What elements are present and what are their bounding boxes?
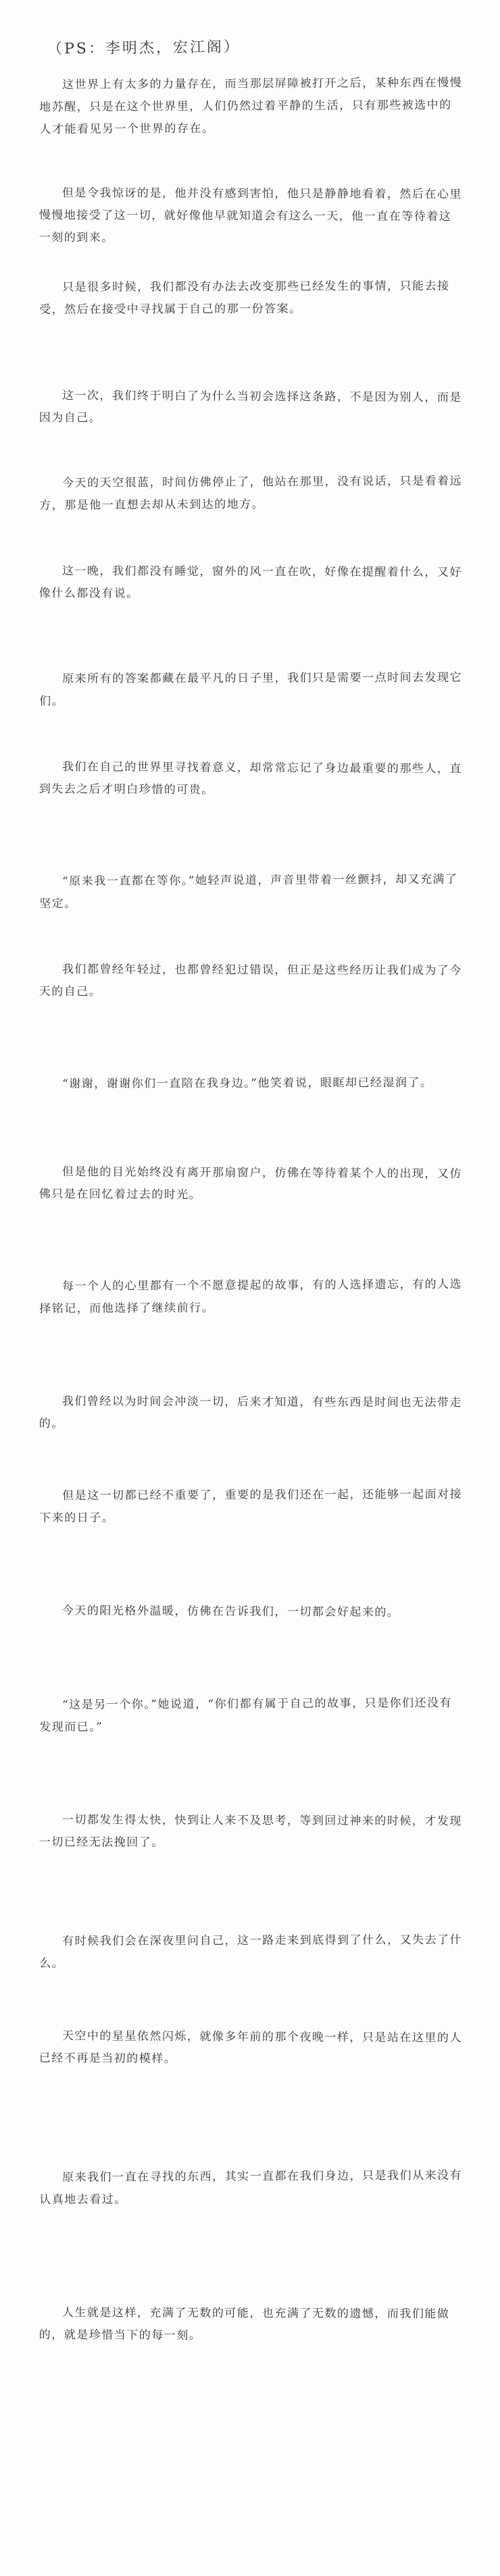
paragraph: 每一个人的心里都有一个不愿意提起的故事，有的人选择遗忘，有的人选择铭记，而他选择了继续前行。 (39, 1277, 463, 1316)
paragraph: 但是这一切都已经不重要了，重要的是我们还在一起，还能够一起面对接下来的日子。 (39, 1487, 463, 1525)
paragraph: “谢谢，谢谢你们一直陪在我身边。”他笑着说，眼眶却已经湿润了。 (62, 1075, 433, 1091)
paragraph: 一切都发生得太快，快到让人来不及思考，等到回过神来的时候，才发现一切已经无法挽回了。 (39, 1813, 462, 1850)
paragraph: 但是他的目光始终没有离开那扇窗户，仿佛在等待着某个人的出现，又仿佛只是在回忆着过去的时光。 (39, 1165, 462, 1202)
document-header: （PS：李明杰，宏江阁） (47, 38, 241, 58)
paragraph: 有时候我们会在深夜里问自己，这一路走来到底得到了什么，又失去了什么。 (39, 1933, 463, 1970)
paragraph: 这一晚，我们都没有睡觉，窗外的风一直在吹，好像在提醒着什么，又好像什么都没有说。 (39, 564, 462, 601)
paragraph: 这世界上有太多的力量存在，而当那层屏障被打开之后，某种东西在慢慢地苏醒，只是在这个世界里，人们仍然过着平静的生活，只有那些被选中的人才能看见另一个世界的存在。 (39, 76, 463, 136)
paragraph: 这一次，我们终于明白了为什么当初会选择这条路，不是因为别人，而是因为自己。 (39, 389, 462, 425)
paragraph: 人生就是这样，充满了无数的可能，也充满了无数的遗憾，而我们能做的，就是珍惜当下的每一刻。 (39, 2306, 450, 2342)
paragraph: 原来所有的答案都藏在最平凡的日子里，我们只是需要一点时间去发现它们。 (39, 670, 463, 708)
paragraph: 只是很多时候，我们都没有办法去改变那些已经发生的事情，只能去接受，然后在接受中寻找属于自己的那一份答案。 (39, 279, 450, 317)
paragraph: 今天的天空很蓝，时间仿佛停止了，他站在那里，没有说话，只是看着远方，那是他一直想去却从未到达的地方。 (39, 474, 463, 512)
paragraph: “原来我一直都在等你。”她轻声说道，声音里带着一丝颤抖，却又充满了坚定。 (39, 872, 458, 911)
paragraph: 我们曾经以为时间会冲淡一切，后来才知道，有些东西是时间也无法带走的。 (39, 1395, 462, 1431)
paragraph: “这是另一个你。”她说道，“你们都有属于自己的故事，只是你们还没有发现而已。” (39, 1696, 453, 1734)
paragraph: 天空中的星星依然闪烁，就像多年前的那个夜晚一样，只是站在这里的人已经不再是当初的模样。 (39, 2029, 462, 2066)
paragraph: 我们都曾经年轻过，也都曾经犯过错误，但正是这些经历让我们成为了今天的自己。 (39, 963, 462, 999)
paragraph: 今天的阳光格外温暖，仿佛在告诉我们，一切都会好起来的。 (61, 1604, 400, 1619)
paragraph: 原来我们一直在寻找的东西，其实一直都在我们身边，只是我们从来没有认真地去看过。 (39, 2168, 463, 2207)
paragraph: 我们在自己的世界里寻找着意义，却常常忘记了身边最重要的那些人，直到失去之后才明白珍惜的可贵。 (39, 760, 462, 797)
paragraph: 但是令我惊讶的是，他并没有感到害怕，他只是静静地看着，然后在心里慢慢地接受了这一切，就好像他早就知道会有这么一天，他一直在等待着这一刻的到来。 (39, 186, 462, 245)
